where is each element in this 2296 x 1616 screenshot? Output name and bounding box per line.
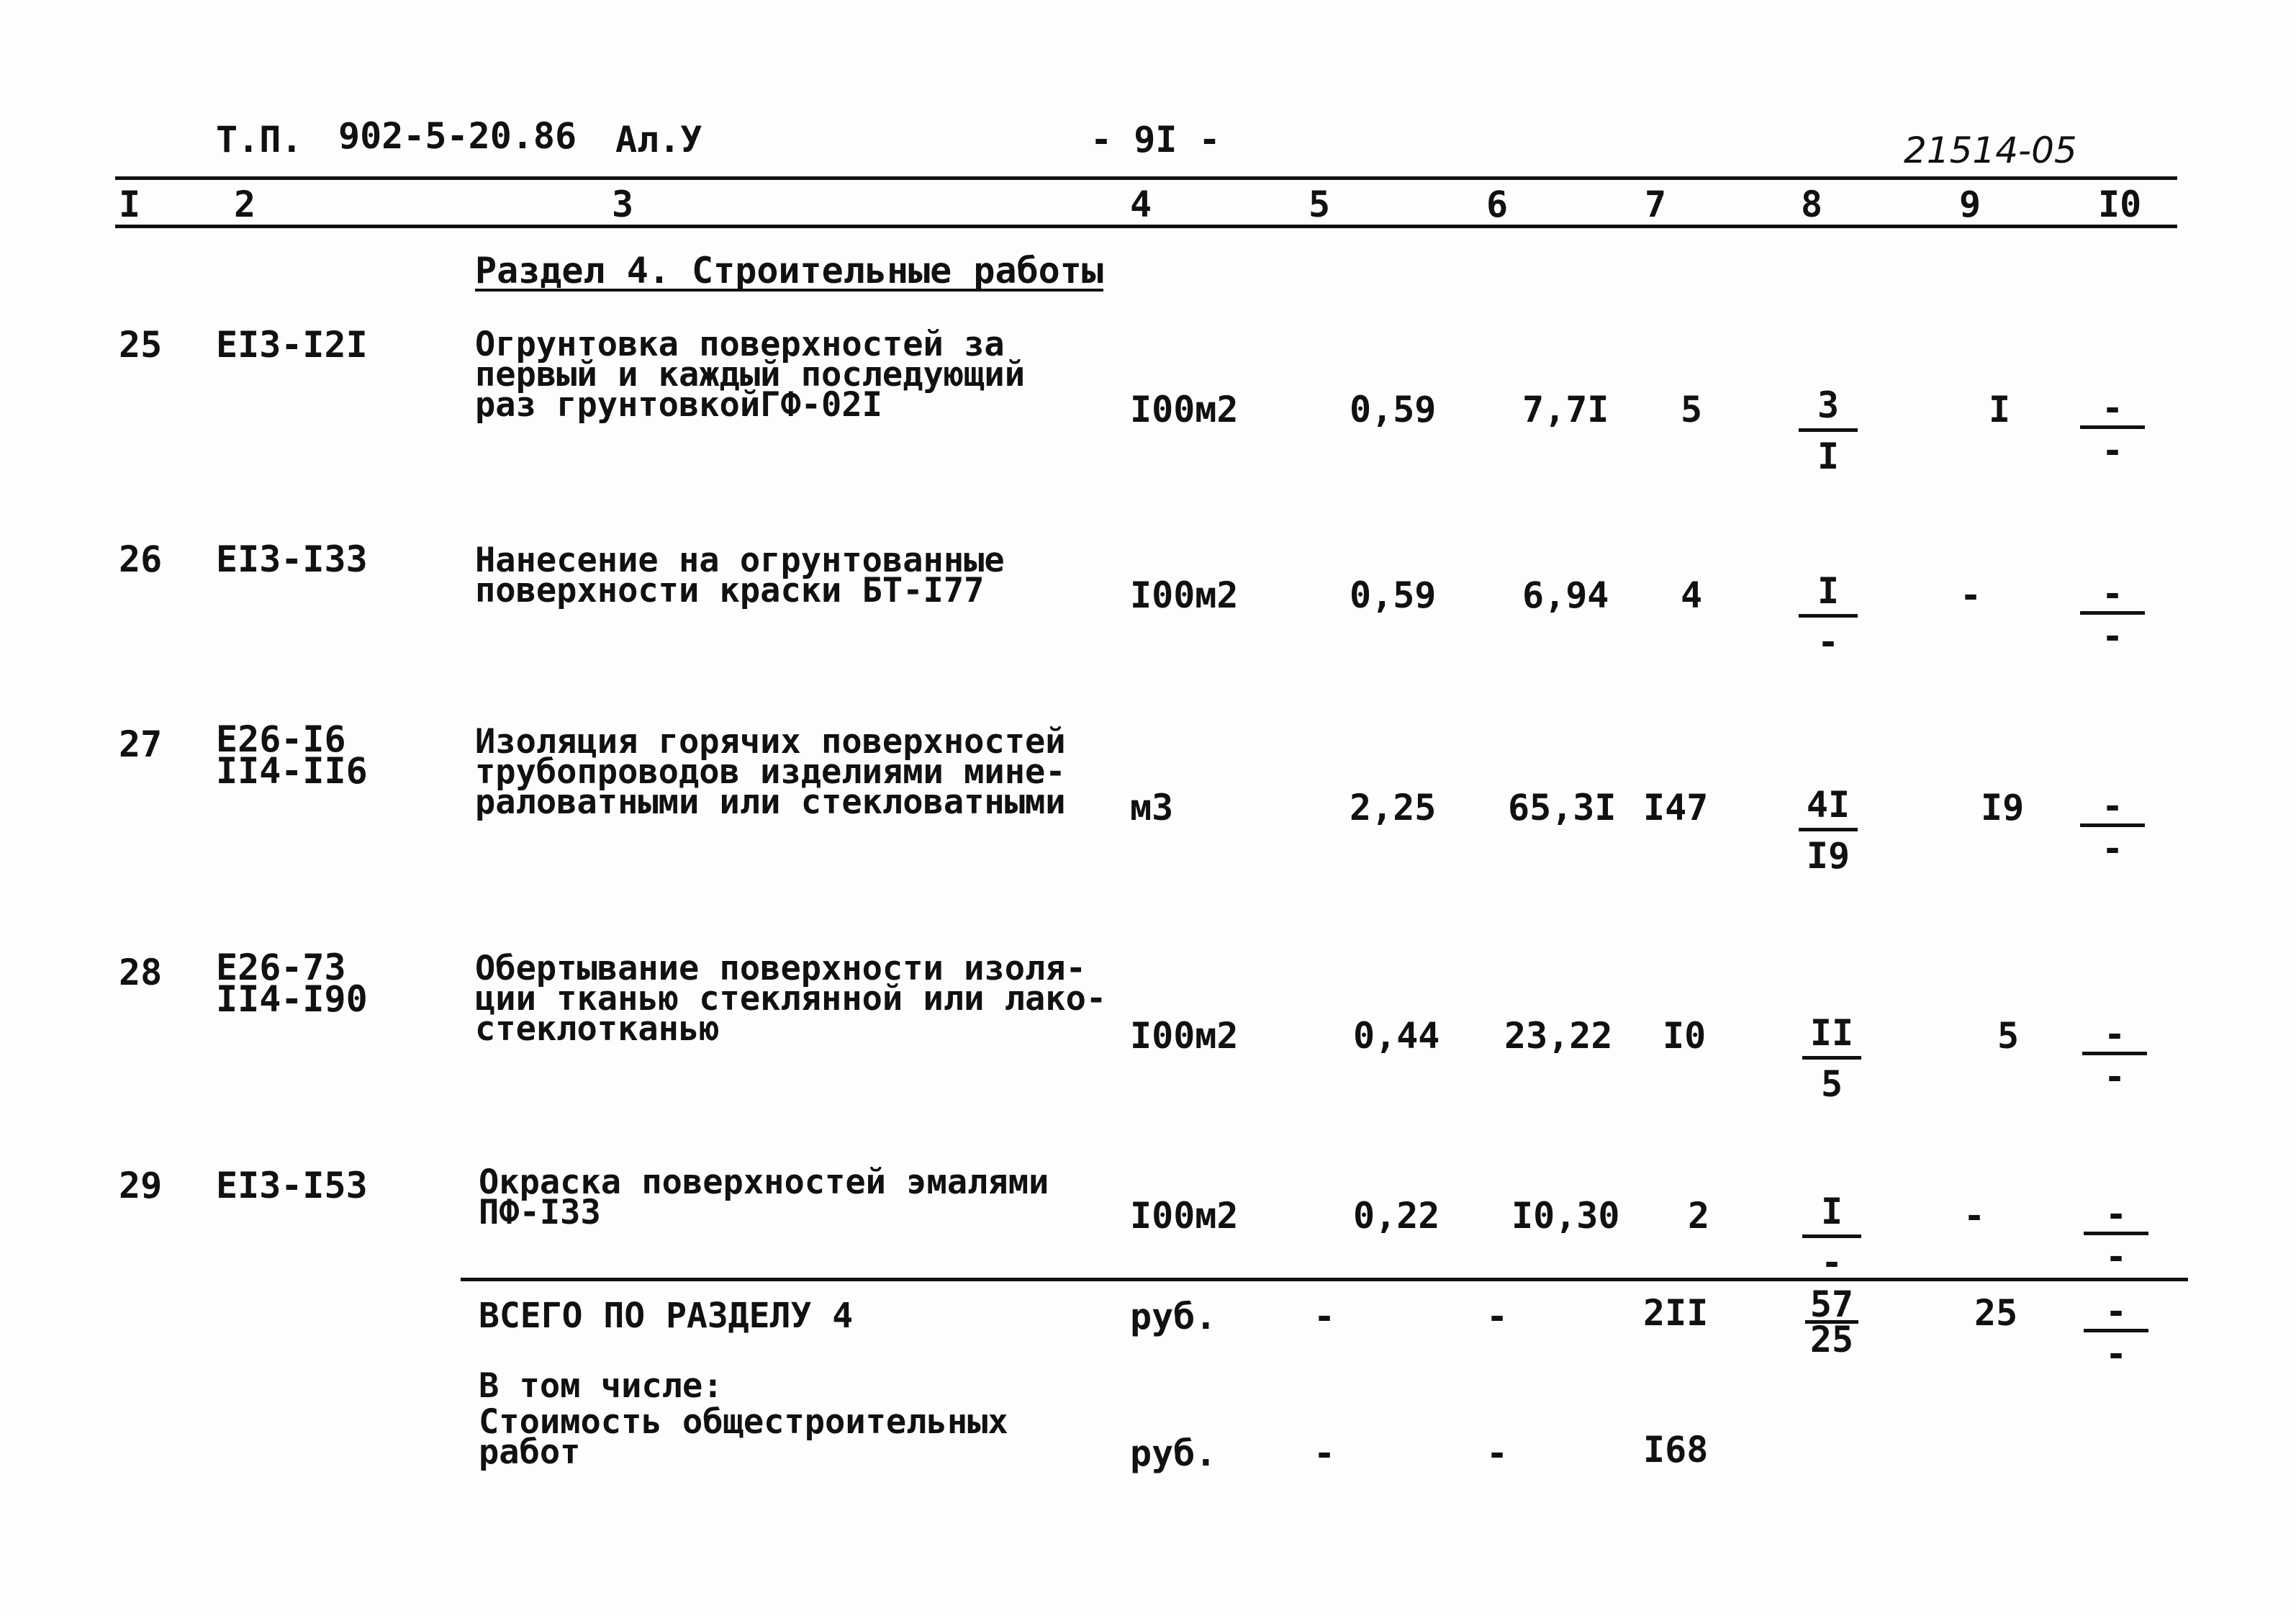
work-description xyxy=(475,541,1005,610)
unit: I00м2 xyxy=(1130,1015,1239,1057)
total-unit-price: - xyxy=(1486,1296,1509,1337)
including-description-line: работ xyxy=(479,1432,581,1472)
total-cost: I0 xyxy=(1663,1015,1707,1057)
work-description-line: первый и каждый последующий xyxy=(475,355,1026,394)
fraction-numerator: II xyxy=(1809,1012,1854,1054)
fraction-denominator: - xyxy=(2103,1056,2126,1098)
overhead-fraction xyxy=(2080,785,2145,870)
row-number: 25 xyxy=(119,324,163,366)
wage-fraction xyxy=(1792,1191,1871,1283)
column-number-7: 7 xyxy=(1645,184,1667,225)
fraction-bar xyxy=(1799,428,1858,432)
work-description xyxy=(479,1163,1049,1232)
unit: м3 xyxy=(1130,787,1174,829)
fraction-denominator: - xyxy=(2105,1236,2128,1278)
overhead-fraction xyxy=(2080,387,2145,471)
work-description-line: Окраска поверхностей эмалями xyxy=(479,1163,1049,1202)
row-number: 27 xyxy=(119,723,163,765)
fraction-numerator: - xyxy=(2101,387,2124,429)
row-number: 28 xyxy=(119,952,163,993)
machine-wage: 5 xyxy=(1997,1015,2020,1057)
fraction-denominator: I9 xyxy=(1806,835,1850,877)
fraction-denominator: I xyxy=(1817,435,1840,477)
fraction-numerator: I xyxy=(1817,570,1840,612)
total-cost: I47 xyxy=(1643,787,1709,829)
total-quantity: - xyxy=(1314,1296,1336,1337)
column-number-1: I xyxy=(119,184,141,225)
work-description-line: поверхности краски БТ-I77 xyxy=(475,571,985,610)
rate-codes xyxy=(216,947,368,1020)
fraction-denominator: - xyxy=(1817,621,1840,663)
unit-price: I0,30 xyxy=(1511,1195,1620,1237)
including-unit-price: - xyxy=(1486,1432,1509,1474)
column-number-8: 8 xyxy=(1801,184,1823,225)
quantity: 0,44 xyxy=(1353,1015,1440,1057)
total-cost: 5 xyxy=(1681,389,1703,430)
quantity: 0,59 xyxy=(1350,389,1437,430)
quantity: 0,59 xyxy=(1350,574,1437,616)
fraction-bar xyxy=(1802,1056,1861,1060)
fraction-numerator: I xyxy=(1820,1191,1843,1232)
row-number: 29 xyxy=(119,1165,163,1206)
column-number-10: I0 xyxy=(2098,184,2142,225)
wage-fraction xyxy=(1789,785,1868,876)
rate-code: II4-II6 xyxy=(216,750,368,792)
section-title: Раздел 4. Строительные работы xyxy=(475,250,1103,292)
header-inventory-number: 21514-05 xyxy=(1904,130,2077,171)
total-overhead-fraction xyxy=(2084,1291,2148,1375)
fraction-denominator: - xyxy=(2101,828,2124,870)
quantity: 0,22 xyxy=(1353,1195,1440,1237)
fraction-denominator: 5 xyxy=(1820,1063,1843,1105)
total-cost: 2 xyxy=(1688,1195,1710,1237)
fraction-numerator: - xyxy=(2105,1291,2128,1332)
header-project-code: 902-5-20.86 xyxy=(338,115,577,157)
overhead-fraction xyxy=(2082,1014,2147,1098)
work-description-line: Огрунтовка поверхностей за xyxy=(475,325,1005,364)
total-cost: 4 xyxy=(1681,574,1703,616)
fraction-numerator: - xyxy=(2103,1014,2126,1055)
wage-fraction xyxy=(1789,385,1868,477)
wage-fraction xyxy=(1792,1013,1871,1104)
fraction-denominator: - xyxy=(1820,1242,1843,1283)
fraction-denominator: - xyxy=(2101,615,2124,657)
fraction-bar xyxy=(1799,614,1858,618)
machine-wage: I9 xyxy=(1981,787,2025,829)
rate-code: EI3-I53 xyxy=(216,1165,368,1206)
work-description-line: ПФ-I33 xyxy=(479,1193,601,1232)
total-label: ВСЕГО ПО РАЗДЕЛУ 4 xyxy=(479,1296,854,1336)
total-unit: руб. xyxy=(1130,1296,1217,1337)
unit-price: 6,94 xyxy=(1522,574,1609,616)
including-description xyxy=(479,1402,1008,1472)
machine-wage: I xyxy=(1989,389,2011,430)
work-description-line: стеклотканью xyxy=(475,1009,720,1049)
rate-codes xyxy=(216,718,368,792)
total-separator-rule xyxy=(461,1278,2188,1281)
overhead-fraction xyxy=(2084,1193,2148,1278)
header-top-rule xyxy=(115,176,2177,180)
including-total-cost: I68 xyxy=(1643,1429,1709,1471)
header-album: Ал.У xyxy=(615,119,702,161)
rate-code: E26-I6 xyxy=(216,718,346,760)
fraction-numerator: - xyxy=(2105,1193,2128,1235)
unit-price: 7,7I xyxy=(1522,389,1609,430)
column-number-4: 4 xyxy=(1130,184,1152,225)
header-code-prefix: Т.П. xyxy=(216,119,303,161)
fraction-numerator: 3 xyxy=(1817,384,1840,426)
column-number-6: 6 xyxy=(1486,184,1509,225)
work-description xyxy=(475,325,1026,425)
work-description-line: раз грунтовкойГФ-02I xyxy=(475,385,882,425)
fraction-numerator: 4I xyxy=(1806,784,1850,826)
fraction-numerator: - xyxy=(2101,573,2124,615)
work-description-line: трубопроводов изделиями мине- xyxy=(475,752,1066,792)
fraction-numerator: - xyxy=(2101,785,2124,827)
including-label: В том числе: xyxy=(479,1366,723,1406)
column-number-3: 3 xyxy=(612,184,634,225)
overhead-fraction xyxy=(2080,573,2145,657)
column-number-9: 9 xyxy=(1959,184,1981,225)
work-description-line: Изоляция горячих поверхностей xyxy=(475,722,1066,762)
unit: I00м2 xyxy=(1130,1195,1239,1237)
fraction-numerator: 57 xyxy=(1809,1283,1854,1325)
total-wage-fraction xyxy=(1792,1283,1871,1360)
work-description xyxy=(475,722,1066,822)
work-description xyxy=(475,949,1107,1049)
rate-code: II4-I90 xyxy=(216,978,368,1020)
work-description-line: Нанесение на огрунтованные xyxy=(475,541,1005,580)
including-unit: руб. xyxy=(1130,1432,1217,1474)
header-page-number: - 9I - xyxy=(1090,119,1221,161)
quantity: 2,25 xyxy=(1350,787,1437,829)
rate-code: E26-73 xyxy=(216,947,346,988)
machine-wage: - xyxy=(1960,574,1982,616)
fraction-denominator: 25 xyxy=(1809,1319,1854,1360)
unit: I00м2 xyxy=(1130,574,1239,616)
work-description-line: ции тканью стеклянной или лако- xyxy=(475,979,1107,1019)
rate-code: EI3-I2I xyxy=(216,324,368,366)
fraction-denominator: - xyxy=(2101,430,2124,471)
row-number: 26 xyxy=(119,538,163,580)
work-description-line: раловатными или стекловатными xyxy=(475,782,1066,822)
total-cost: 2II xyxy=(1643,1292,1709,1334)
including-quantity: - xyxy=(1314,1432,1336,1474)
machine-wage: - xyxy=(1963,1195,1986,1237)
total-machine-wage: 25 xyxy=(1974,1292,2018,1334)
unit: I00м2 xyxy=(1130,389,1239,430)
unit-price: 23,22 xyxy=(1504,1015,1613,1057)
rate-code: EI3-I33 xyxy=(216,538,368,580)
fraction-bar xyxy=(1799,828,1858,831)
unit-price: 65,3I xyxy=(1508,787,1617,829)
column-number-5: 5 xyxy=(1309,184,1331,225)
fraction-denominator: - xyxy=(2105,1333,2128,1375)
including-description-line: Стоимость общестроительных xyxy=(479,1402,1008,1442)
wage-fraction xyxy=(1789,571,1868,662)
work-description-line: Обертывание поверхности изоля- xyxy=(475,949,1086,988)
fraction-bar xyxy=(1802,1234,1861,1238)
column-number-2: 2 xyxy=(234,184,256,225)
